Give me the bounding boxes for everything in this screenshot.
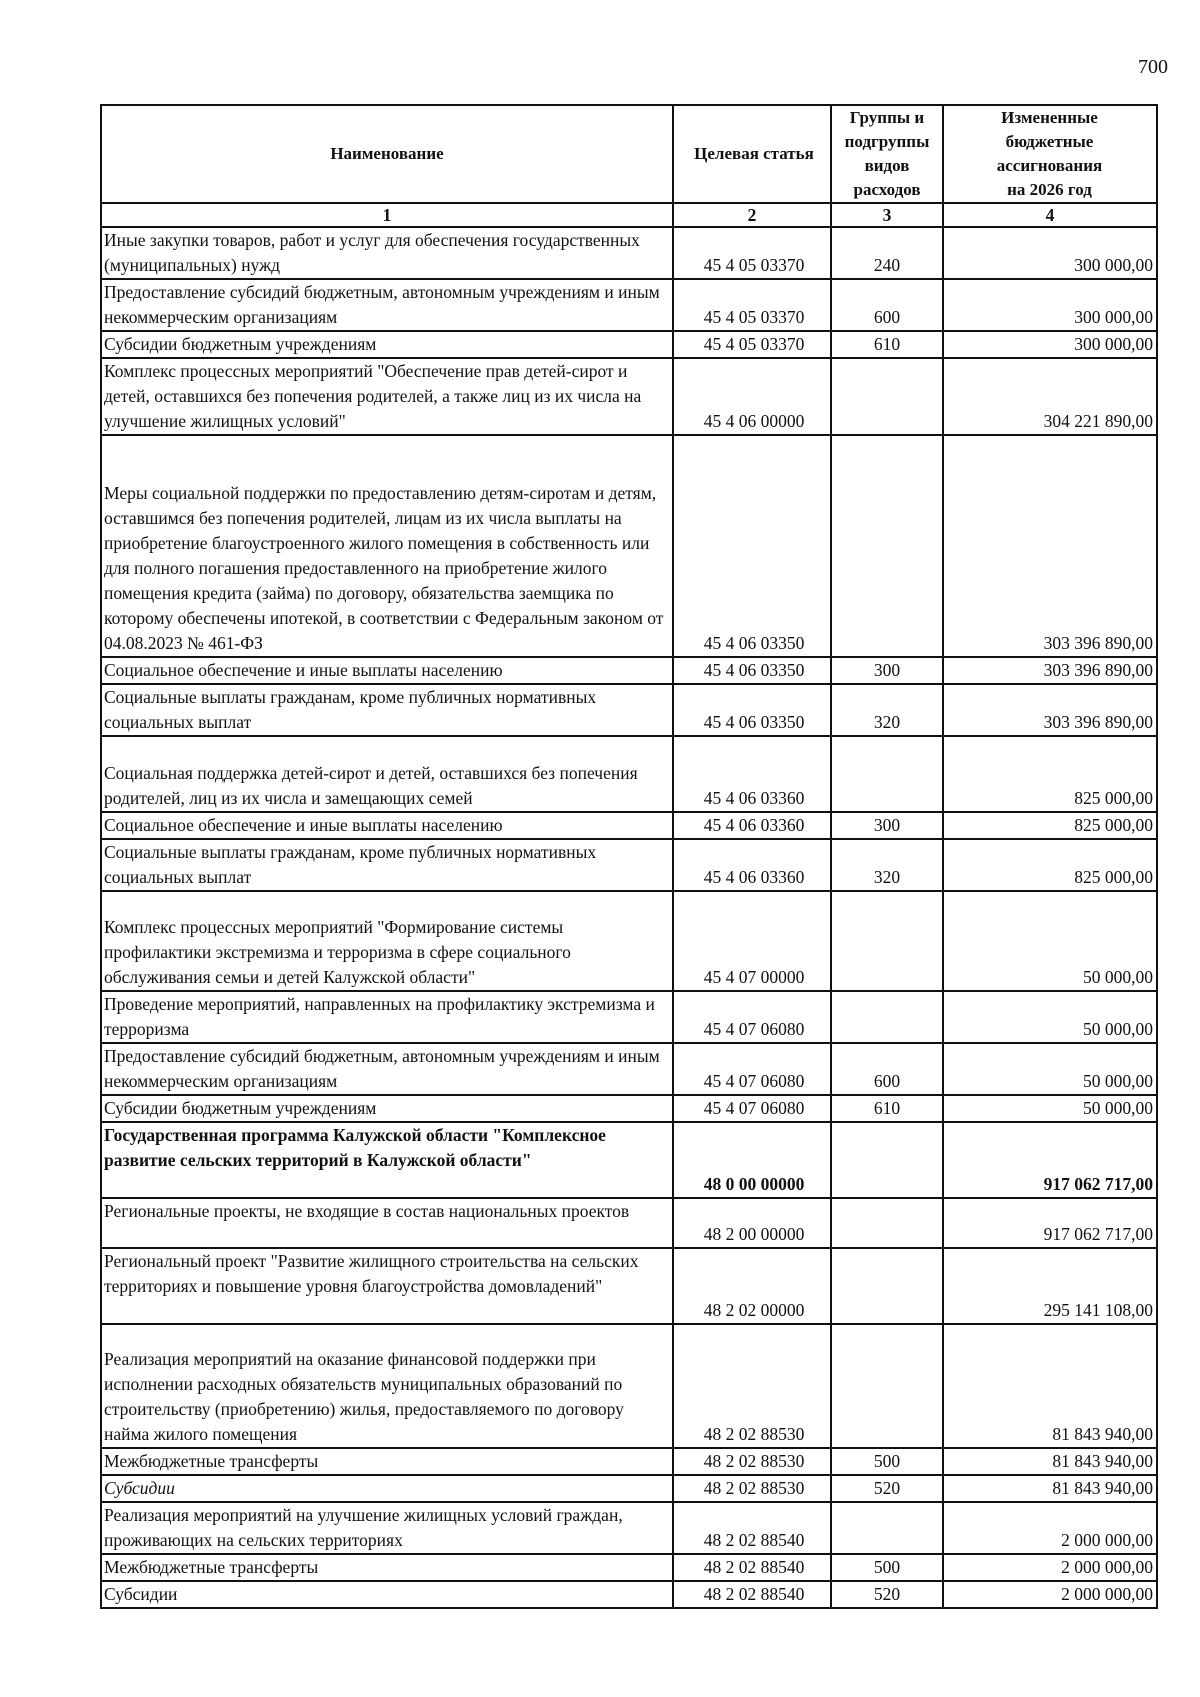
row-name: Реализация мероприятий на улучшение жилищных условий граждан, проживающих на сельских территориях [101,1502,673,1554]
header-amount-line: Измененные [1001,108,1098,127]
row-code: 45 4 06 03360 [673,736,831,812]
row-name: Субсидии бюджетным учреждениям [101,1095,673,1122]
table-row [101,1581,1157,1608]
column-number-row [101,203,1157,227]
row-name: Субсидии [101,1581,673,1608]
row-amount: 2 000 000,00 [943,1554,1157,1581]
row-group: 240 [831,227,943,279]
row-name: Межбюджетные трансферты [101,1448,673,1475]
row-amount: 50 000,00 [943,991,1157,1043]
header-group-line: подгруппы [844,132,930,151]
row-name: Субсидии бюджетным учреждениям [101,331,673,358]
row-code: 45 4 06 03350 [673,435,831,657]
row-group: 610 [831,1095,943,1122]
header-amount-line: на 2026 год [1007,180,1092,199]
row-name: Предоставление субсидий бюджетным, автономным учреждениям и иным некоммерческим организациям [101,1043,673,1095]
row-group: 320 [831,839,943,891]
row-amount: 825 000,00 [943,839,1157,891]
header-group-line: расходов [853,180,921,199]
table-row [101,435,1157,657]
row-amount: 50 000,00 [943,1043,1157,1095]
row-name: Межбюджетные трансферты [101,1554,673,1581]
table-row [101,1095,1157,1122]
row-code: 48 2 02 88540 [673,1581,831,1608]
column-number: 3 [831,203,943,227]
table-row [101,657,1157,684]
row-name: Комплекс процессных мероприятий "Формирование системы профилактики экстремизма и терроризма в сфере социального обслуживания семьи и детей Калужской области" [101,891,673,991]
table-row [101,279,1157,331]
row-name: Государственная программа Калужской области "Комплексное развитие сельских территорий в Калужской области" [101,1122,673,1198]
header-name: Наименование [101,105,673,203]
row-code: 45 4 06 03360 [673,839,831,891]
row-amount: 295 141 108,00 [943,1248,1157,1324]
row-code: 48 2 02 88530 [673,1475,831,1502]
table-row-program [101,1122,1157,1198]
row-amount: 825 000,00 [943,736,1157,812]
table-row [101,839,1157,891]
row-code: 48 2 02 00000 [673,1248,831,1324]
table-row [101,1198,1157,1248]
row-amount: 300 000,00 [943,331,1157,358]
row-name: Комплекс процессных мероприятий "Обеспечение прав детей-сирот и детей, оставшихся без попечения родителей, а также лиц из их числа на улучшение жилищных условий" [101,358,673,435]
row-group: 500 [831,1554,943,1581]
row-group [831,991,943,1043]
row-group [831,1324,943,1448]
row-group [831,435,943,657]
table-header-row [101,105,1157,203]
row-name: Меры социальной поддержки по предоставлению детям-сиротам и детям, оставшимся без попечения родителей, лицам из их числа выплаты на приобретение благоустроенного жилого помещения в собственность или для полного погашения предоставленного на приобретение жилого помещения кредита (займа) по договору, обязательства заемщика по которому обеспечены ипотекой, в соответствии с Федеральным законом от 04.08.2023 № 461-ФЗ [101,435,673,657]
row-group: 600 [831,279,943,331]
row-name: Субсидии [101,1475,673,1502]
row-code: 45 4 05 03370 [673,279,831,331]
row-amount: 81 843 940,00 [943,1475,1157,1502]
row-name: Реализация мероприятий на оказание финансовой поддержки при исполнении расходных обязательств муниципальных образований по строительству (приобретению) жилья, предоставляемого по договору найма жилого помещения [101,1324,673,1448]
row-name: Социальные выплаты гражданам, кроме публичных нормативных социальных выплат [101,839,673,891]
row-amount: 2 000 000,00 [943,1581,1157,1608]
row-code: 45 4 06 03350 [673,657,831,684]
row-group: 300 [831,812,943,839]
table-row [101,991,1157,1043]
row-code: 45 4 06 03350 [673,684,831,736]
row-amount: 50 000,00 [943,891,1157,991]
column-number: 4 [943,203,1157,227]
row-group [831,1248,943,1324]
row-name: Социальная поддержка детей-сирот и детей, оставшихся без попечения родителей, лиц из их числа и замещающих семей [101,736,673,812]
row-name: Региональные проекты, не входящие в состав национальных проектов [101,1198,673,1248]
header-amount-line: ассигнования [996,156,1103,175]
header-group [831,105,943,203]
table-row [101,227,1157,279]
row-group: 300 [831,657,943,684]
row-amount: 303 396 890,00 [943,657,1157,684]
row-group: 320 [831,684,943,736]
header-amount-line: бюджетные [1005,132,1094,151]
header-group-line: Группы и [849,108,925,127]
row-code: 45 4 07 06080 [673,1095,831,1122]
row-code: 45 4 07 06080 [673,991,831,1043]
header-amount [943,105,1157,203]
column-number: 2 [673,203,831,227]
row-group [831,1122,943,1198]
row-amount: 304 221 890,00 [943,358,1157,435]
row-code: 45 4 06 03360 [673,812,831,839]
row-code: 45 4 06 00000 [673,358,831,435]
table-row [101,1554,1157,1581]
row-amount: 50 000,00 [943,1095,1157,1122]
row-group: 520 [831,1475,943,1502]
table-row [101,1448,1157,1475]
row-amount: 300 000,00 [943,227,1157,279]
row-code: 45 4 05 03370 [673,331,831,358]
table-row [101,684,1157,736]
row-group [831,1198,943,1248]
header-group-line: видов [864,156,910,175]
row-amount: 825 000,00 [943,812,1157,839]
row-amount: 917 062 717,00 [943,1198,1157,1248]
row-group [831,891,943,991]
budget-table [100,104,1158,1609]
row-group: 610 [831,331,943,358]
row-name: Региональный проект "Развитие жилищного строительства на сельских территориях и повышение уровня благоустройства домовладений" [101,1248,673,1324]
row-amount: 81 843 940,00 [943,1448,1157,1475]
row-amount: 2 000 000,00 [943,1502,1157,1554]
table-row [101,1043,1157,1095]
page-number: 700 [1138,56,1168,78]
row-code: 48 2 02 88530 [673,1448,831,1475]
row-code: 48 2 02 88530 [673,1324,831,1448]
table-row [101,1324,1157,1448]
table-row [101,736,1157,812]
row-amount: 300 000,00 [943,279,1157,331]
row-name: Социальные выплаты гражданам, кроме публичных нормативных социальных выплат [101,684,673,736]
table-row [101,812,1157,839]
row-amount: 81 843 940,00 [943,1324,1157,1448]
row-amount: 303 396 890,00 [943,435,1157,657]
row-name: Социальное обеспечение и иные выплаты населению [101,812,673,839]
table-row [101,1248,1157,1324]
row-code: 48 2 02 88540 [673,1502,831,1554]
row-group [831,1502,943,1554]
header-target: Целевая статья [673,105,831,203]
table-row [101,1475,1157,1502]
table-row [101,358,1157,435]
row-name: Предоставление субсидий бюджетным, автономным учреждениям и иным некоммерческим организациям [101,279,673,331]
row-name: Иные закупки товаров, работ и услуг для обеспечения государственных (муниципальных) нужд [101,227,673,279]
table-row [101,331,1157,358]
row-code: 48 2 00 00000 [673,1198,831,1248]
row-code: 45 4 07 00000 [673,891,831,991]
table-row [101,891,1157,991]
row-group [831,358,943,435]
row-group: 520 [831,1581,943,1608]
row-group: 500 [831,1448,943,1475]
row-amount: 917 062 717,00 [943,1122,1157,1198]
row-code: 48 2 02 88540 [673,1554,831,1581]
row-group [831,736,943,812]
row-code: 48 0 00 00000 [673,1122,831,1198]
row-name: Социальное обеспечение и иные выплаты населению [101,657,673,684]
row-name: Проведение мероприятий, направленных на профилактику экстремизма и терроризма [101,991,673,1043]
row-code: 45 4 05 03370 [673,227,831,279]
table-row [101,1502,1157,1554]
row-group: 600 [831,1043,943,1095]
row-amount: 303 396 890,00 [943,684,1157,736]
row-code: 45 4 07 06080 [673,1043,831,1095]
column-number: 1 [101,203,673,227]
